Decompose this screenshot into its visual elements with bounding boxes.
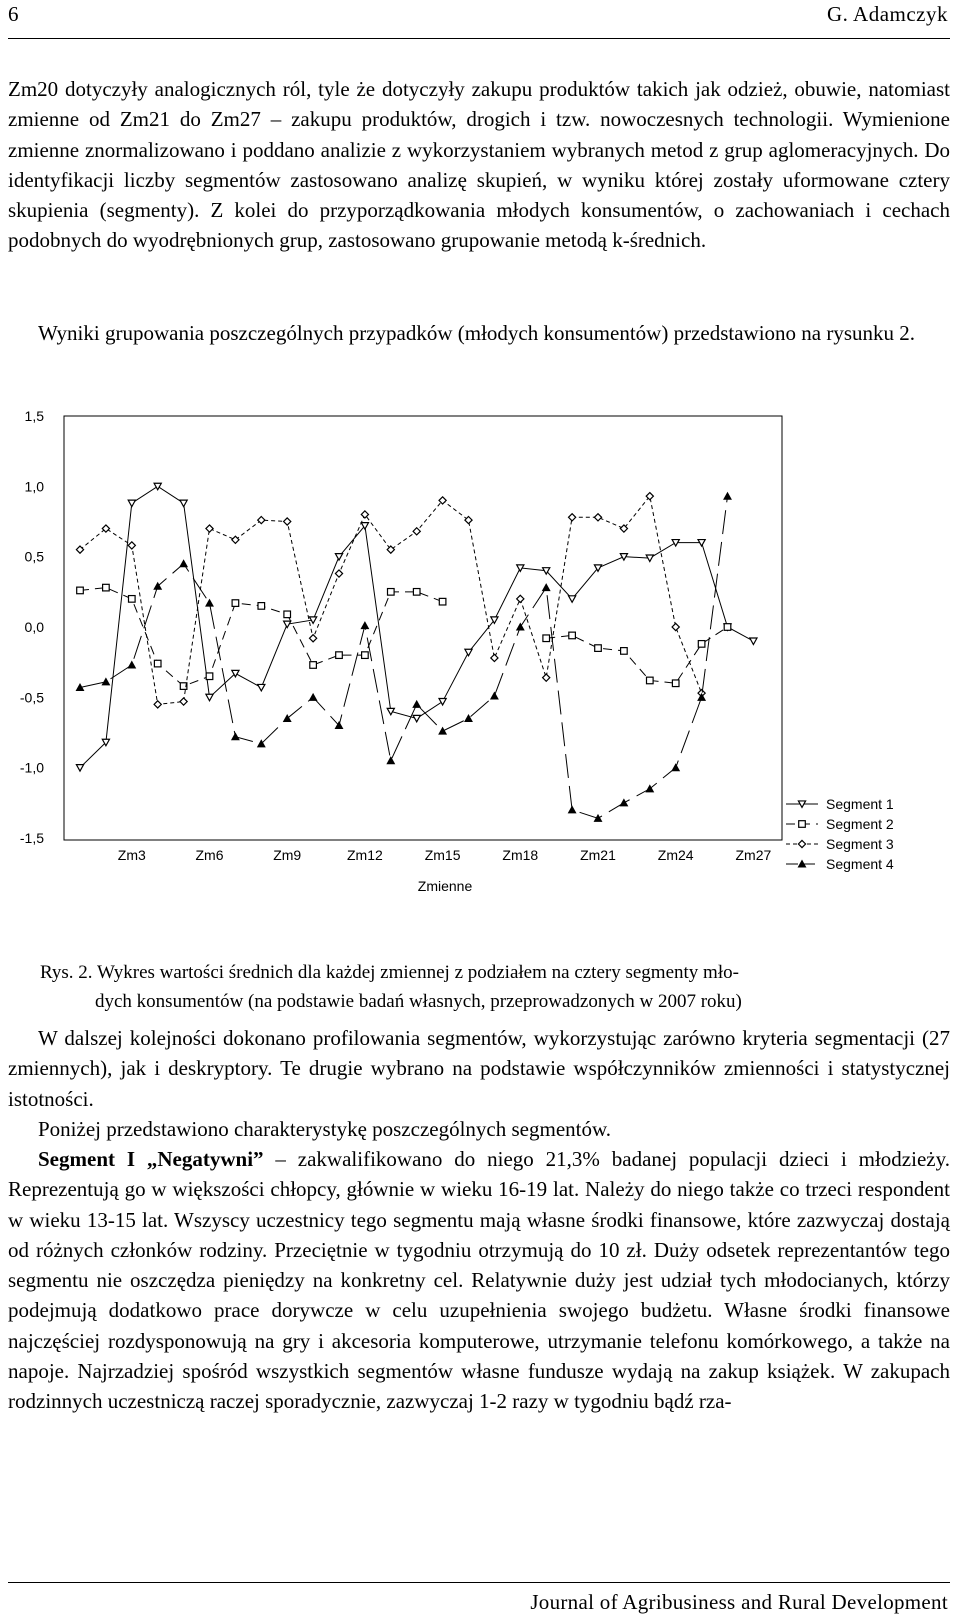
header-rule (8, 38, 950, 39)
y-tick-label: 1,0 (24, 478, 44, 495)
page-number: 6 (8, 2, 19, 26)
running-header-author: G. Adamczyk (827, 2, 948, 26)
data-point-segment-2 (672, 680, 679, 687)
data-point-segment-2 (413, 589, 420, 596)
legend-label: Segment 1 (826, 796, 894, 812)
paragraph-results-intro: Wyniki grupowania poszczególnych przypadków (młodych konsumentów) przedstawiono na rysunku 2. (38, 321, 916, 345)
segment-means-chart (0, 408, 960, 928)
caption-line-1: Rys. 2. Wykres wartości średnich dla każdej zmiennej z podziałem na cztery segmenty mło- (40, 962, 739, 983)
legend-marker (798, 840, 805, 847)
data-point-segment-1 (76, 765, 83, 771)
caption-line-2: dych konsumentów (na podstawie badań własnych, przeprowadzonych w 2007 roku) (95, 991, 742, 1012)
data-point-segment-4 (491, 693, 498, 699)
x-tick-label: Zm9 (273, 847, 302, 863)
data-point-segment-2 (543, 635, 550, 642)
data-point-segment-2 (698, 641, 705, 648)
x-axis-title: Zmienne (417, 878, 473, 894)
data-point-segment-3 (387, 546, 394, 553)
x-tick-label: Zm24 (657, 847, 694, 863)
data-point-segment-3 (491, 654, 498, 661)
data-point-segment-1 (128, 500, 135, 506)
footer-rule (8, 1582, 950, 1583)
data-point-segment-1 (180, 500, 187, 506)
data-point-segment-3 (180, 698, 187, 705)
data-point-segment-2 (388, 589, 395, 596)
data-point-segment-4 (620, 799, 627, 805)
data-point-segment-2 (103, 584, 110, 591)
data-point-segment-3 (335, 570, 342, 577)
journal-footer: Journal of Agribusiness and Rural Development (530, 1590, 948, 1614)
data-point-segment-1 (258, 684, 265, 690)
data-point-segment-4 (206, 600, 213, 606)
paragraph-segment-1 (8, 1144, 950, 1417)
data-point-segment-3 (543, 674, 550, 681)
data-point-segment-3 (284, 518, 291, 525)
data-point-segment-4 (517, 624, 524, 630)
data-point-segment-3 (594, 514, 601, 521)
data-point-segment-1 (335, 554, 342, 560)
data-point-segment-1 (569, 596, 576, 602)
data-point-segment-2 (284, 611, 291, 618)
data-point-segment-4 (102, 678, 109, 684)
data-point-segment-4 (413, 701, 420, 707)
data-point-segment-3 (206, 525, 213, 532)
data-point-segment-4 (232, 733, 239, 739)
data-point-segment-1 (750, 638, 757, 644)
paragraph-characteristics-intro: Poniżej przedstawiono charakterystykę poszczególnych segmentów. (38, 1117, 612, 1141)
data-point-segment-4 (387, 757, 394, 763)
segment-1-description: – zakwalifikowano do niego 21,3% badanej populacji dzieci i młodzieży. Reprezentują go w większości chłopcy, głównie w wieku 16-19 lat. Należy do niego także co trzeci respondent w wieku 13-15 lat. Wszyscy uczestnicy tego segmentu mają własne środki finansowe, które zazwyczaj dostają od różnych członków rodziny. Przeciętnie w tygodniu otrzymują do 10 zł. Duży odsetek reprezentantów tego segmentu nie oszczędza pieniędzy na konkretny cel. Relatywnie duży jest udział tych młodocianych, którzy podejmują dodatkowo prace dorywcze w celu uzupełnienia swojego budżetu. Własne środki finansowe najczęściej rozdysponowują na gry i akcesoria komputerowe, utrzymanie telefonu komórkowego, a także na napoje. Najrzadziej spośród wszystkich segmentów własne fundusze wydają na zakup książek. W zakupach rodzinnych uczestniczą raczej sporadycznie, zazwyczaj 1-2 razy w tygodniu bądź rza- (8, 1147, 950, 1414)
data-point-segment-4 (543, 584, 550, 590)
data-point-segment-2 (232, 600, 239, 607)
data-point-segment-4 (128, 662, 135, 668)
legend-label: Segment 2 (826, 816, 894, 832)
data-point-segment-1 (154, 483, 161, 489)
data-point-segment-3 (672, 623, 679, 630)
data-point-segment-4 (180, 560, 187, 566)
segment-1-heading: Segment I „Negatywni” (38, 1147, 264, 1171)
data-point-segment-2 (258, 603, 265, 610)
data-point-segment-3 (569, 514, 576, 521)
x-tick-label: Zm12 (347, 847, 383, 863)
series-line-segment-3 (80, 496, 702, 704)
figure-2 (0, 408, 960, 928)
data-point-segment-3 (310, 635, 317, 642)
x-tick-label: Zm6 (195, 847, 224, 863)
data-point-segment-1 (439, 698, 446, 704)
data-point-segment-2 (362, 652, 369, 659)
y-tick-label: -0,5 (19, 689, 44, 706)
data-point-segment-4 (310, 694, 317, 700)
figure-caption (40, 958, 940, 1016)
data-point-segment-4 (569, 806, 576, 812)
y-tick-label: 1,5 (24, 408, 44, 424)
data-point-segment-2 (439, 598, 446, 605)
paragraph-methods: Zm20 dotyczyły analogicznych ról, tyle że dotyczyły zakupu produktów takich jak odzież, obuwie, natomiast zmienne od Zm21 do Zm27 – zakupu produktów, drogich i tzw. nowoczesnych technologii. Wymienione zmienne znormalizowano i poddano analizie z wykorzystaniem wybranych metod z grup aglomeracyjnych. Do identyfikacji liczby segmentów zastosowano analizę skupień, w wyniku której zostały uformowane cztery skupienia (segmenty). Z kolei do przyporządkowania młodych konsumentów, o zachowaniach i cechach podobnych do wyodrębnionych grup, zastosowano grupowanie metodą k-średnich. (8, 77, 950, 253)
y-tick-label: -1,5 (19, 830, 44, 846)
data-point-segment-2 (336, 652, 343, 659)
data-point-segment-2 (569, 632, 576, 639)
y-tick-label: 0,5 (24, 548, 44, 565)
series-line-segment-4 (80, 496, 728, 818)
chart-legend (786, 796, 894, 872)
data-point-segment-3 (517, 595, 524, 602)
series-segment-3 (76, 493, 705, 708)
data-point-segment-1 (206, 694, 213, 700)
series-segment-1 (76, 483, 757, 771)
data-point-segment-3 (128, 542, 135, 549)
data-point-segment-3 (154, 701, 161, 708)
data-point-segment-2 (310, 662, 317, 669)
data-point-segment-1 (465, 649, 472, 655)
data-point-segment-1 (284, 621, 291, 627)
data-point-segment-1 (413, 715, 420, 721)
data-point-segment-4 (361, 622, 368, 628)
data-point-segment-3 (361, 511, 368, 518)
data-point-segment-2 (129, 596, 136, 603)
data-point-segment-3 (413, 528, 420, 535)
legend-label: Segment 4 (826, 856, 894, 872)
data-point-segment-4 (724, 493, 731, 499)
data-point-segment-2 (724, 624, 731, 631)
data-point-segment-2 (647, 677, 654, 684)
legend-marker (799, 821, 806, 828)
data-point-segment-2 (154, 660, 161, 667)
data-point-segment-2 (206, 673, 213, 680)
x-tick-label: Zm27 (735, 847, 772, 863)
data-point-segment-3 (439, 497, 446, 504)
series-segment-4 (76, 493, 731, 822)
data-point-segment-4 (672, 764, 679, 770)
data-point-segment-2 (595, 645, 602, 652)
paragraph-profiling: W dalszej kolejności dokonano profilowania segmentów, wykorzystując zarówno kryteria segmentacji (27 zmiennych), jak i deskryptory. Te drugie wybrano na podstawie współczynników zmienności i statystycznej istotności. (8, 1026, 950, 1111)
y-tick-label: 0,0 (24, 619, 44, 635)
x-tick-label: Zm3 (117, 847, 146, 863)
x-tick-label: Zm18 (502, 847, 539, 863)
legend-label: Segment 3 (826, 836, 894, 852)
x-tick-label: Zm21 (580, 847, 616, 863)
data-point-segment-4 (594, 815, 601, 821)
data-point-segment-4 (439, 728, 446, 734)
data-point-segment-2 (621, 648, 628, 655)
series-segment-2 (77, 584, 731, 689)
x-tick-label: Zm15 (424, 847, 461, 863)
data-point-segment-2 (77, 587, 84, 594)
y-tick-label: -1,0 (19, 759, 44, 776)
